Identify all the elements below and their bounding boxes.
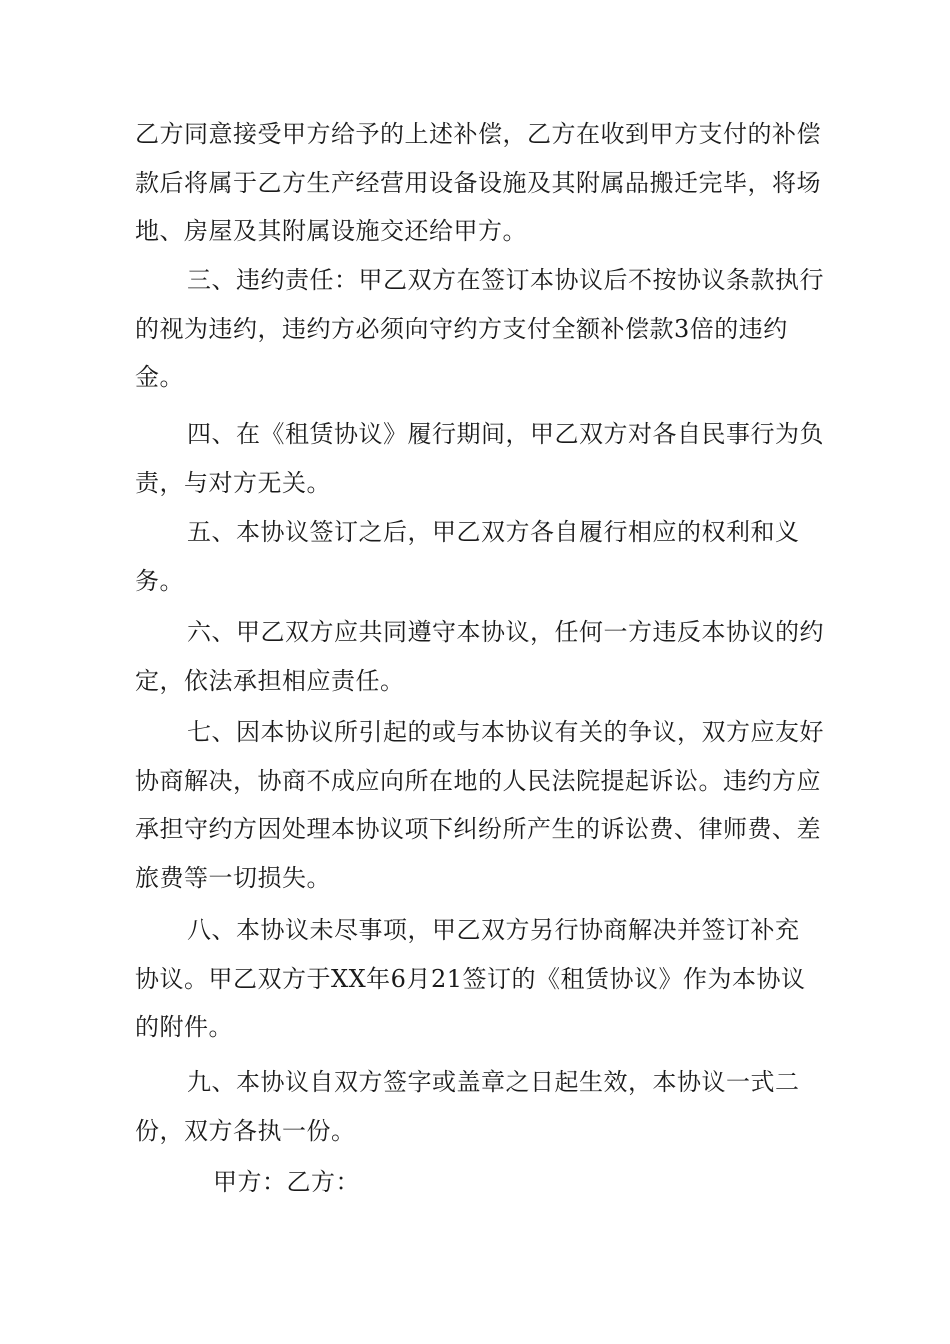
signature-line: 甲方：乙方： (213, 1168, 360, 1196)
paragraph-clause-4-lease-period: 四、在《租赁协议》履行期间，甲乙双方对各自民事行为负责，与对方无关。 (135, 420, 824, 497)
paragraph-clause-8-supplement: 八、本协议未尽事项，甲乙双方另行协商解决并签订补充协议。甲乙双方于XX年6月21签订的《租赁协议》作为本协议的附件。 (135, 916, 806, 1041)
paragraph-clause-7-disputes: 七、因本协议所引起的或与本协议有关的争议，双方应友好协商解决，协商不成应向所在地的人民法院提起诉讼。违约方应承担守约方因处理本协议项下纠纷所产生的诉讼费、律师费、差旅费等一切损失。 (135, 718, 824, 892)
paragraph-clause-5-rights: 五、本协议签订之后，甲乙双方各自履行相应的权利和义务。 (135, 518, 800, 595)
paragraph-compensation-acceptance: 乙方同意接受甲方给予的上述补偿，乙方在收到甲方支付的补偿款后将属于乙方生产经营用设备设施及其附属品搬迁完毕，将场地、房屋及其附属设施交还给甲方。 (135, 120, 821, 245)
paragraph-clause-9-effect: 九、本协议自双方签字或盖章之日起生效，本协议一式二份，双方各执一份。 (135, 1068, 800, 1145)
paragraph-clause-6-compliance: 六、甲乙双方应共同遵守本协议，任何一方违反本协议的约定，依法承担相应责任。 (135, 618, 824, 695)
paragraph-clause-3-breach: 三、违约责任：甲乙双方在签订本协议后不按协议条款执行的视为违约，违约方必须向守约方支付全额补偿款3倍的违约金。 (135, 266, 824, 391)
